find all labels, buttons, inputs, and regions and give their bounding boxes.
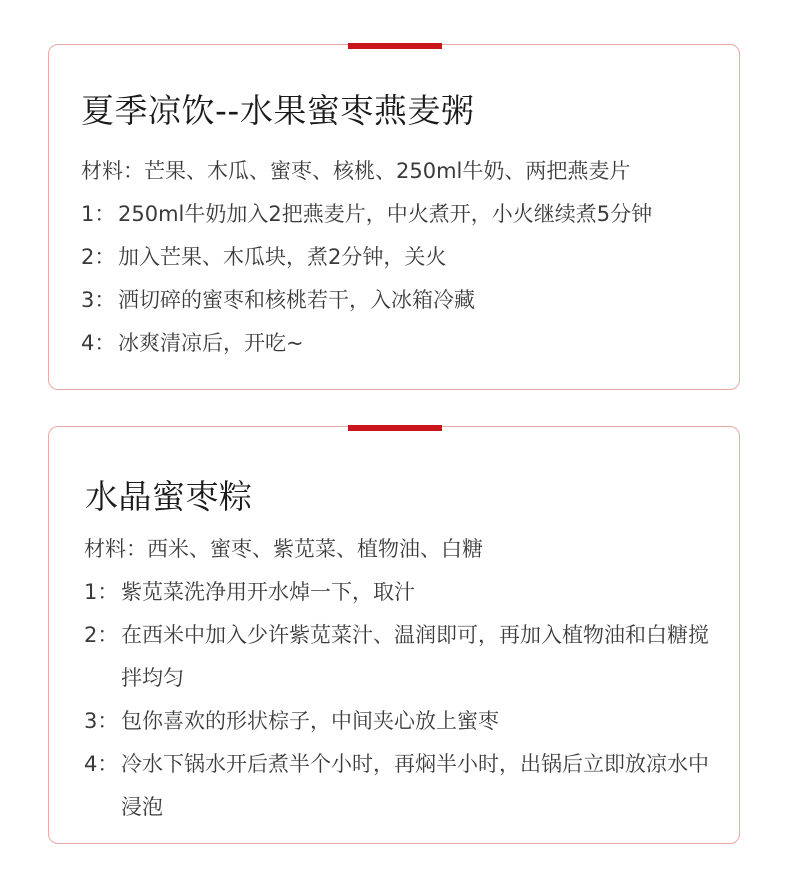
recipe-step	[81, 322, 719, 365]
accent-bar	[348, 43, 442, 49]
step-number: 3：	[81, 288, 116, 312]
step-number: 2：	[84, 623, 119, 647]
ingredients-line: 材料：芒果、木瓜、蜜枣、核桃、250ml牛奶、两把燕麦片	[81, 159, 631, 183]
step-text: 250ml牛奶加入2把燕麦片，中火煮开，小火继续煮5分钟	[118, 202, 653, 226]
step-number: 3：	[84, 709, 119, 733]
step-text: 冰爽清凉后，开吃~	[118, 331, 304, 355]
step-text: 冷水下锅水开后煮半个小时，再焖半小时，出锅后立即放凉水中浸泡	[121, 752, 709, 819]
step-number: 4：	[84, 752, 119, 776]
recipe-body	[81, 150, 719, 365]
recipe-title: 水晶蜜枣粽	[85, 477, 253, 516]
recipe-step	[84, 700, 719, 743]
step-number: 4：	[81, 331, 116, 355]
recipe-body	[84, 528, 719, 829]
step-text: 加入芒果、木瓜块，煮2分钟，关火	[118, 245, 447, 269]
ingredients-line: 材料：西米、蜜枣、紫苋菜、植物油、白糖	[84, 537, 483, 561]
step-number: 2：	[81, 245, 116, 269]
step-text: 包你喜欢的形状棕子，中间夹心放上蜜枣	[121, 709, 499, 733]
recipe-card	[48, 426, 740, 844]
step-text: 洒切碎的蜜枣和核桃若干，入冰箱冷藏	[118, 288, 475, 312]
recipe-step	[81, 193, 719, 236]
step-number: 1：	[84, 580, 119, 604]
recipe-card	[48, 44, 740, 390]
recipe-step	[84, 571, 719, 614]
recipe-step	[84, 743, 719, 829]
recipe-step	[81, 279, 719, 322]
accent-bar	[348, 425, 442, 431]
recipe-title: 夏季凉饮--水果蜜枣燕麦粥	[81, 91, 475, 130]
recipe-step	[81, 236, 719, 279]
recipe-step	[84, 614, 719, 700]
step-text: 在西米中加入少许紫苋菜汁、温润即可，再加入植物油和白糖搅拌均匀	[121, 623, 709, 690]
step-number: 1：	[81, 202, 116, 226]
step-text: 紫苋菜洗净用开水焯一下，取汁	[121, 580, 415, 604]
